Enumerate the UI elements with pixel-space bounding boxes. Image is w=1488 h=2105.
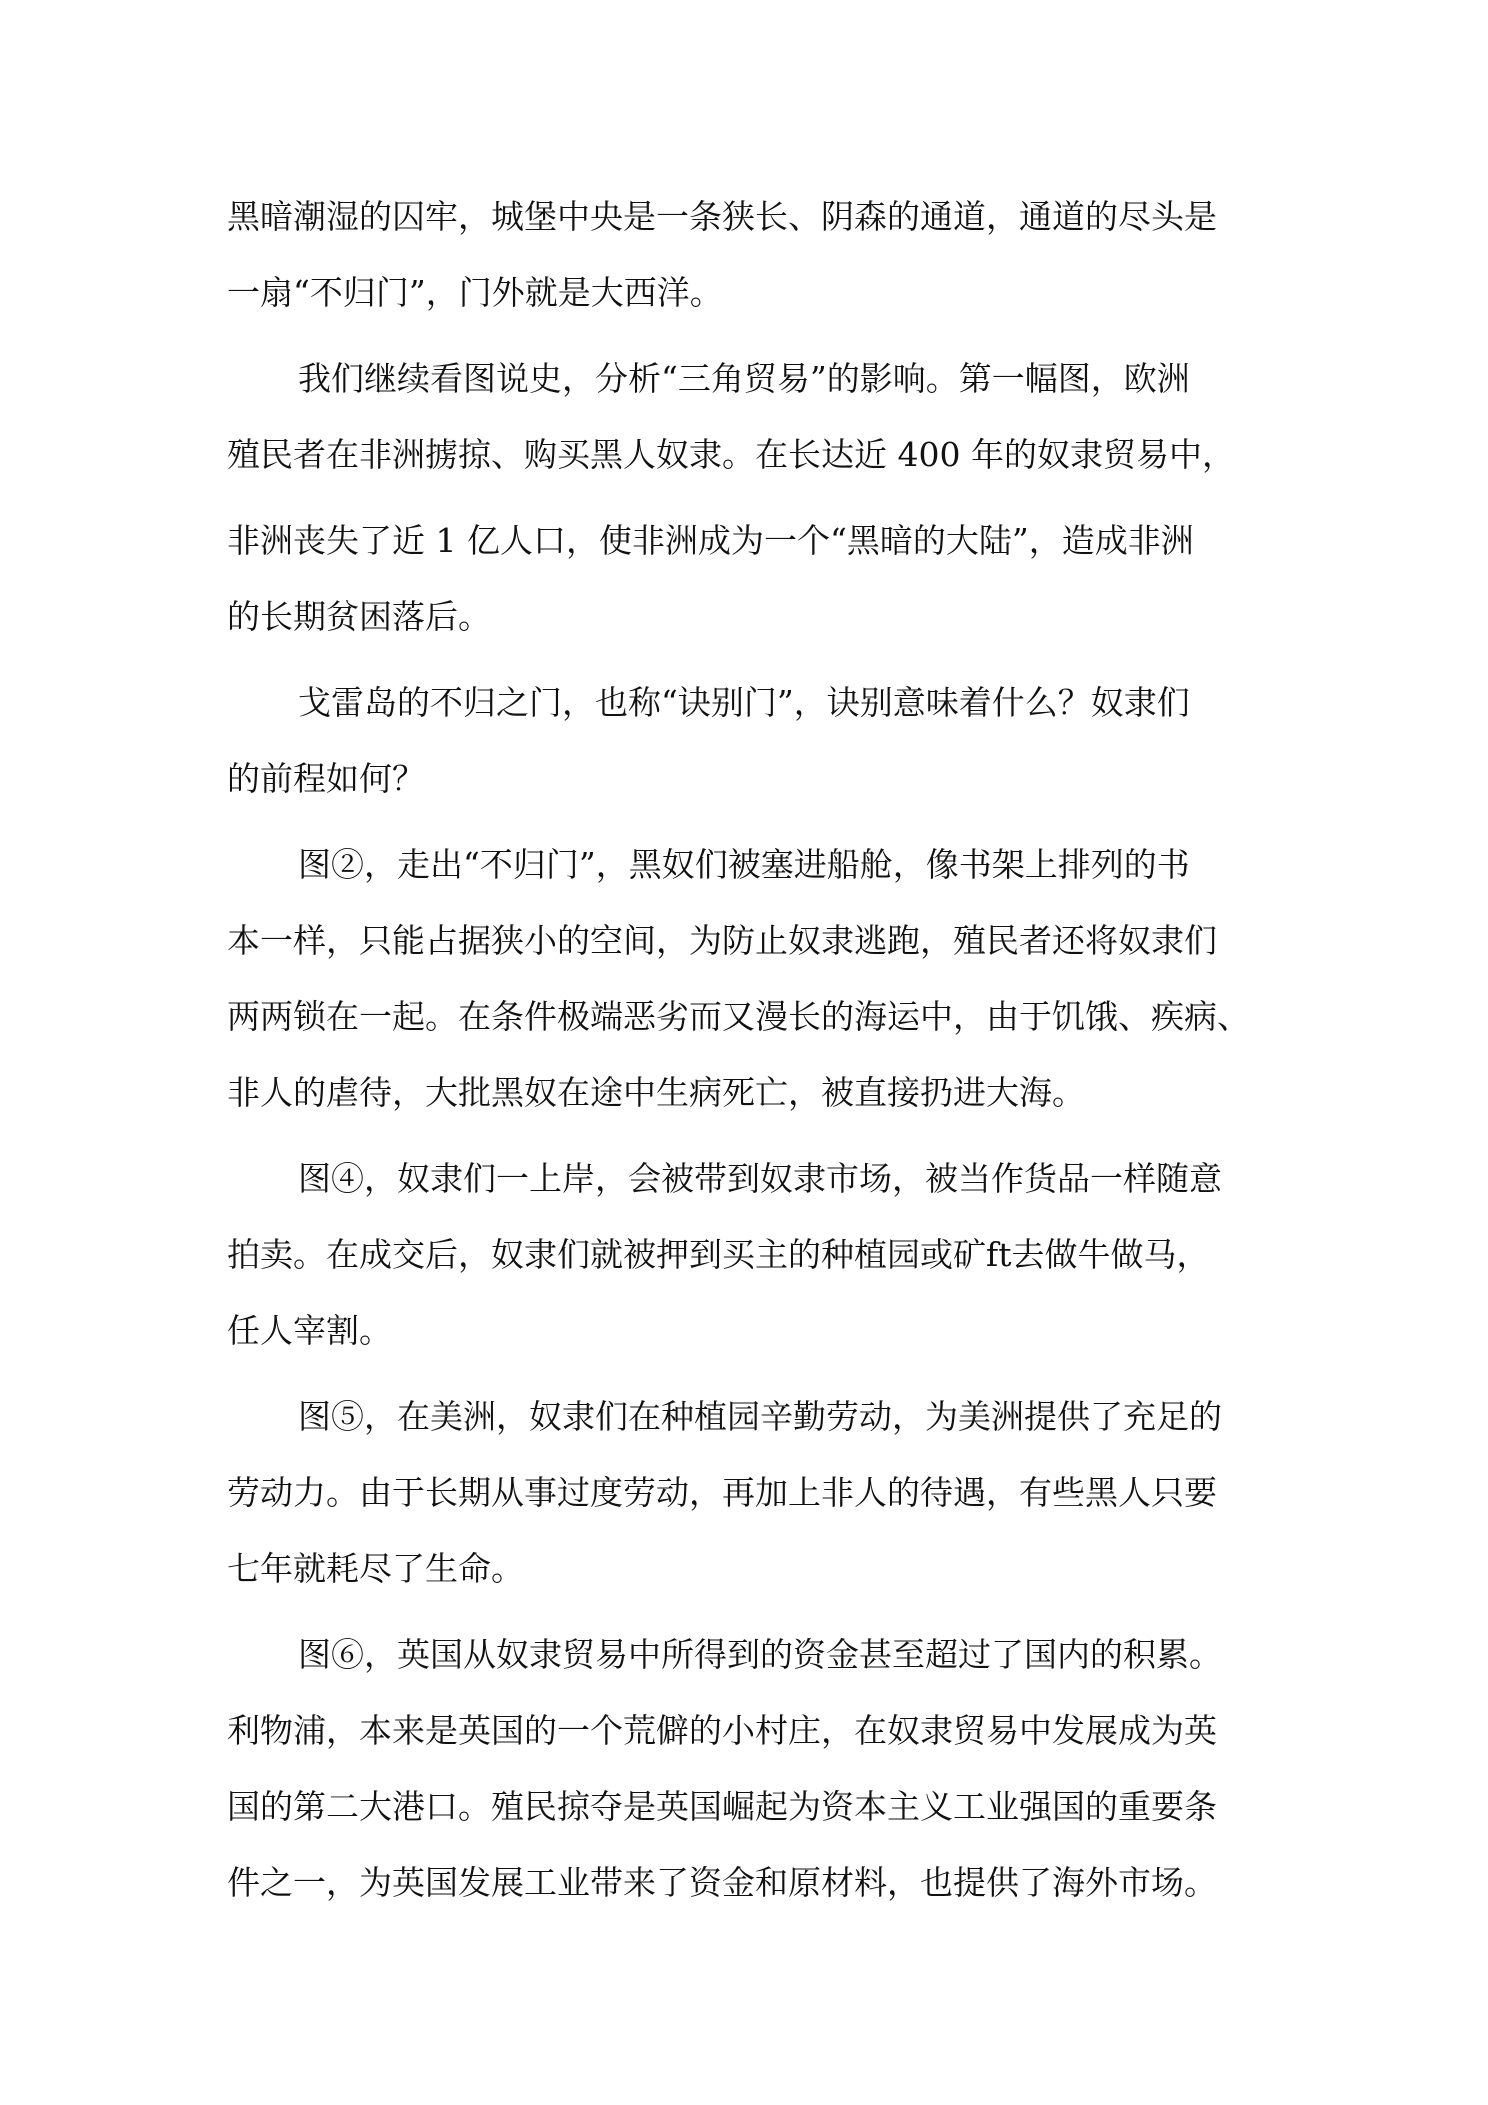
paragraph-4-line-1: 图②，走出“不归门”，黑奴们被塞进船舱，像书架上排列的书 bbox=[298, 845, 1190, 884]
paragraph-2-line-2: 殖民者在非洲掳掠、购买黑人奴隶。在长达近 400 年的奴隶贸易中， bbox=[227, 435, 1235, 474]
paragraph-5-line-3: 任人宰割。 bbox=[227, 1311, 392, 1350]
paragraph-1-line-1: 黑暗潮湿的囚牢，城堡中央是一条狭长、阴森的通道，通道的尽头是 bbox=[227, 197, 1217, 236]
paragraph-6-line-1: 图⑤，在美洲，奴隶们在种植园辛勤劳动，为美洲提供了充足的 bbox=[298, 1397, 1222, 1436]
paragraph-3-line-1: 戈雷岛的不归之门，也称“诀别门”，诀别意味着什么？奴隶们 bbox=[298, 683, 1190, 722]
paragraph-4-line-4: 非人的虐待，大批黑奴在途中生病死亡，被直接扔进大海。 bbox=[227, 1073, 1085, 1112]
paragraph-3-line-2: 的前程如何？ bbox=[227, 759, 425, 798]
paragraph-5-line-2: 拍卖。在成交后，奴隶们就被押到买主的种植园或矿ft去做牛做马， bbox=[227, 1235, 1210, 1274]
paragraph-2-line-3: 非洲丧失了近 1 亿人口，使非洲成为一个“黑暗的大陆”，造成非洲 bbox=[227, 521, 1194, 560]
paragraph-6-line-2: 劳动力。由于长期从事过度劳动，再加上非人的待遇，有些黑人只要 bbox=[227, 1473, 1217, 1512]
paragraph-7-line-2: 利物浦，本来是英国的一个荒僻的小村庄，在奴隶贸易中发展成为英 bbox=[227, 1711, 1217, 1750]
paragraph-7-line-4: 件之一，为英国发展工业带来了资金和原材料，也提供了海外市场。 bbox=[227, 1863, 1217, 1902]
paragraph-7-line-1: 图⑥，英国从奴隶贸易中所得到的资金甚至超过了国内的积累。 bbox=[298, 1635, 1222, 1674]
paragraph-4-line-2: 本一样，只能占据狭小的空间，为防止奴隶逃跑，殖民者还将奴隶们 bbox=[227, 921, 1217, 960]
paragraph-6-line-3: 七年就耗尽了生命。 bbox=[227, 1549, 524, 1588]
paragraph-2-line-1: 我们继续看图说史，分析“三角贸易”的影响。第一幅图，欧洲 bbox=[298, 359, 1190, 398]
paragraph-5-line-1: 图④，奴隶们一上岸，会被带到奴隶市场，被当作货品一样随意 bbox=[298, 1159, 1222, 1198]
paragraph-2-line-4: 的长期贫困落后。 bbox=[227, 597, 491, 636]
paragraph-4-line-3: 两两锁在一起。在条件极端恶劣而又漫长的海运中，由于饥饿、疾病、 bbox=[227, 997, 1250, 1036]
paragraph-7-line-3: 国的第二大港口。殖民掠夺是英国崛起为资本主义工业强国的重要条 bbox=[227, 1787, 1217, 1826]
paragraph-1-line-2: 一扇“不归门”，门外就是大西洋。 bbox=[227, 273, 723, 312]
